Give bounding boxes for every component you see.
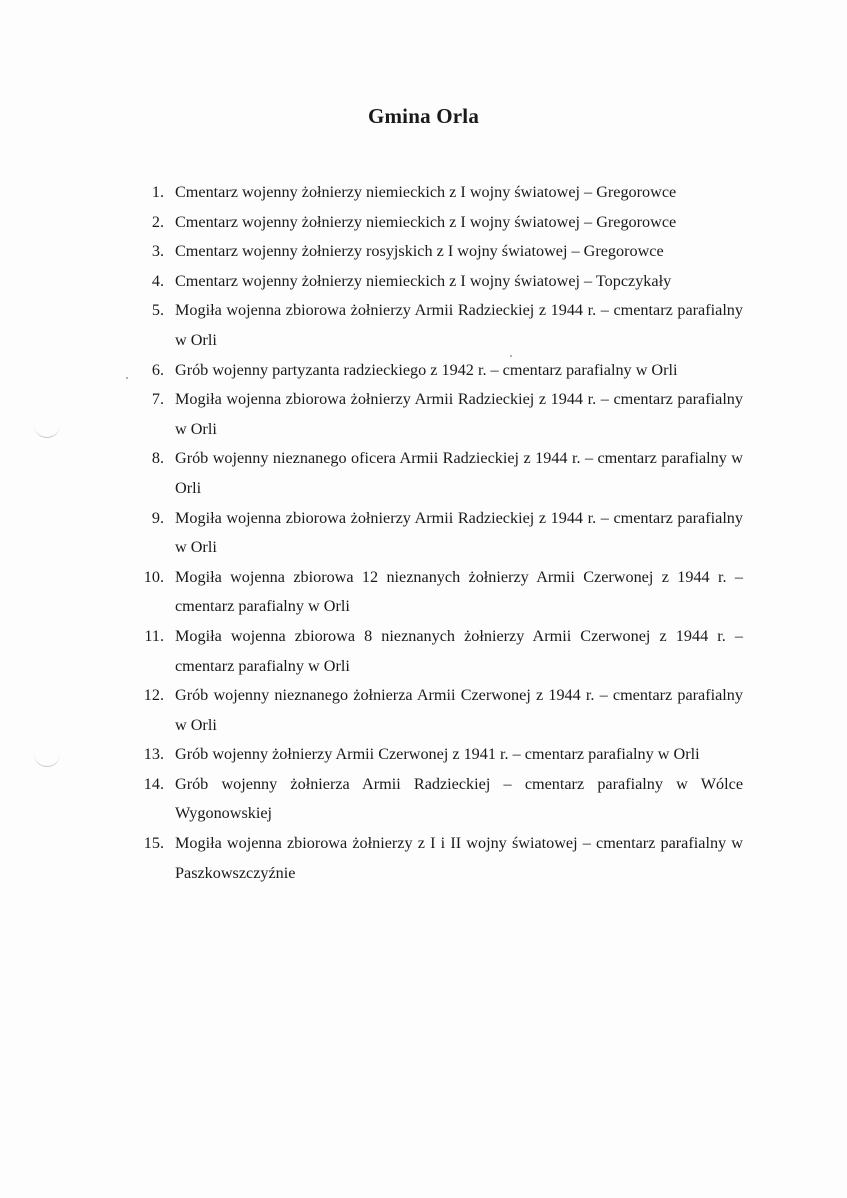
list-item-number: 2. xyxy=(151,212,164,231)
list-item xyxy=(0,829,847,888)
list-item xyxy=(0,267,847,297)
list-item-text: Mogiła wojenna zbiorowa 8 nieznanych żołnierzy Armii Czerwonej z 1944 r. – cmentarz parafialny w Orli xyxy=(175,626,743,675)
document-title: Gmina Orla xyxy=(367,104,480,128)
list-item-text: Cmentarz wojenny żołnierzy rosyjskich z I wojny światowej – Gregorowce xyxy=(175,242,664,261)
list-item-text: Grób wojenny nieznanego oficera Armii Radzieckiej z 1944 r. – cmentarz parafialny w Orli xyxy=(175,449,743,497)
list-item-text: Grób wojenny nieznanego żołnierza Armii Czerwonej z 1944 r. – cmentarz parafialny w Orli xyxy=(175,686,743,734)
list-item xyxy=(0,770,847,829)
list-item-text: Cmentarz wojenny żołnierzy niemieckich z I wojny światowej – Gregorowce xyxy=(175,212,677,231)
list-item xyxy=(0,681,847,740)
list-item-number: 14. xyxy=(143,774,164,793)
list-item-number: 5. xyxy=(151,301,164,320)
list-item-text: Grób wojenny żołnierza Armii Radzieckiej – cmentarz parafialny w Wólce Wygonowskiej xyxy=(175,774,743,823)
list-item-number: 4. xyxy=(151,271,164,290)
list-item-number: 12. xyxy=(143,686,164,705)
list-item-number: 9. xyxy=(151,508,164,527)
list-item xyxy=(0,385,847,444)
list-item-text: Grób wojenny partyzanta radzieckiego z 1942 r. – cmentarz parafialny w Orli xyxy=(175,360,678,379)
list-item-text: Cmentarz wojenny żołnierzy niemieckich z I wojny światowej – Gregorowce xyxy=(175,183,677,201)
list-item xyxy=(0,563,847,622)
cemetery-list xyxy=(0,178,847,888)
list-item-number: 10. xyxy=(143,567,164,586)
list-item xyxy=(0,740,847,770)
list-item xyxy=(0,237,847,267)
list-item-number: 1. xyxy=(151,183,164,201)
list-item-number: 6. xyxy=(151,360,164,379)
list-item-text: Mogiła wojenna zbiorowa żołnierzy z I i II wojny światowej – cmentarz parafialny w Paszkowszczyźnie xyxy=(175,834,743,882)
list-item-text: Cmentarz wojenny żołnierzy niemieckich z I wojny światowej – Topczykały xyxy=(175,271,672,290)
list-item xyxy=(0,622,847,681)
list-item-number: 11. xyxy=(144,626,164,645)
list-item xyxy=(0,444,847,503)
list-item xyxy=(0,208,847,238)
list-item xyxy=(0,504,847,563)
list-item-number: 15. xyxy=(143,834,164,853)
list-item-text: Grób wojenny żołnierzy Armii Czerwonej z 1941 r. – cmentarz parafialny w Orli xyxy=(175,745,700,764)
list-item-number: 8. xyxy=(151,449,164,468)
list-item-text: Mogiła wojenna zbiorowa 12 nieznanych żołnierzy Armii Czerwonej z 1944 r. – cmentarz parafialny w Orli xyxy=(175,567,743,616)
list-item-number: 13. xyxy=(143,745,164,764)
list-item-text: Mogiła wojenna zbiorowa żołnierzy Armii Radzieckiej z 1944 r. – cmentarz parafialny w Orli xyxy=(175,301,743,349)
list-item-number: 7. xyxy=(151,390,164,409)
list-item-number: 3. xyxy=(151,242,164,261)
list-item-text: Mogiła wojenna zbiorowa żołnierzy Armii Radzieckiej z 1944 r. – cmentarz parafialny w Orli xyxy=(175,390,743,438)
list-item xyxy=(0,296,847,355)
list-item xyxy=(0,356,847,386)
list-item xyxy=(0,178,847,208)
list-item-text: Mogiła wojenna zbiorowa żołnierzy Armii Radzieckiej z 1944 r. – cmentarz parafialny w Orli xyxy=(175,508,743,557)
